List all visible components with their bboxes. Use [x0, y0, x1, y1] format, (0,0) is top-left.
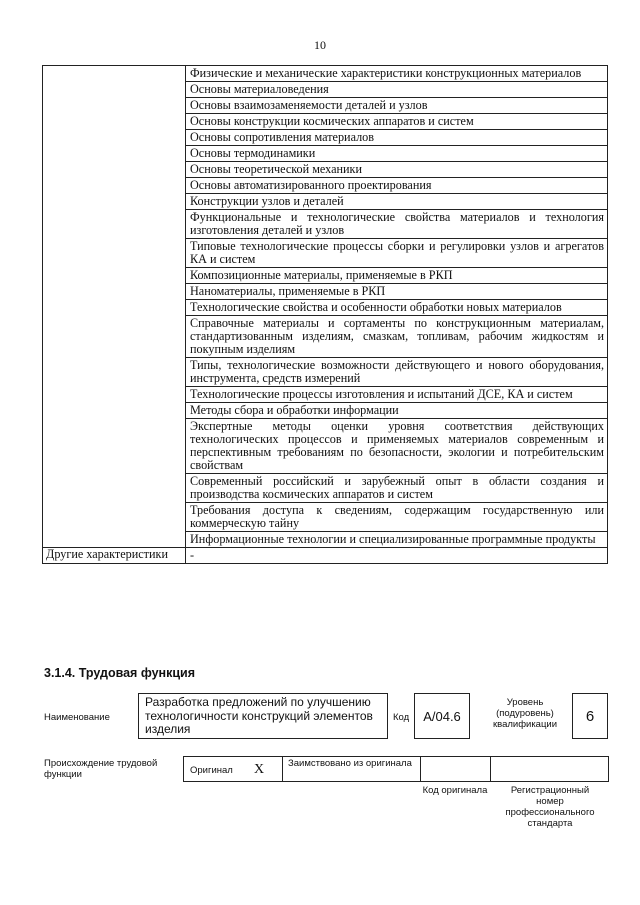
- origin-table: [183, 756, 609, 782]
- knowledge-item: Экспертные методы оценки уровня соответствия действующих технологических процессов и применяемых материалов современным и перспективным требованиям по безопасности, экологии и потребительским свойствам: [186, 419, 608, 474]
- origin-divider: [420, 757, 421, 781]
- code-label: Код: [393, 712, 410, 723]
- knowledge-item: Технологические свойства и особенности обработки новых материалов: [186, 300, 608, 316]
- category-cell: [43, 66, 186, 548]
- qualification-level-box: 6: [572, 693, 608, 739]
- registration-number-caption: Регистрационный номер профессионального стандарта: [505, 785, 595, 829]
- other-characteristics-row: [43, 548, 608, 564]
- knowledge-item: Основы материаловедения: [186, 82, 608, 98]
- knowledge-item: Композиционные материалы, применяемые в РКП: [186, 268, 608, 284]
- level-label: Уровень (подуровень) квалификации: [492, 697, 558, 730]
- knowledge-item: Требования доступа к сведениям, содержащим государственную или коммерческую тайну: [186, 503, 608, 532]
- section-title: 3.1.4. Трудовая функция: [44, 666, 196, 680]
- original-mark: X: [254, 762, 265, 777]
- knowledge-item: Основы термодинамики: [186, 146, 608, 162]
- required-knowledge-body: [43, 66, 608, 564]
- knowledge-item: Методы сбора и обработки информации: [186, 403, 608, 419]
- knowledge-item: Физические и механические характеристики конструкционных материалов: [186, 66, 608, 82]
- borrowed-label: Заимствовано из оригинала: [288, 758, 412, 769]
- knowledge-item: Основы автоматизированного проектирования: [186, 178, 608, 194]
- knowledge-item: Типовые технологические процессы сборки и регулировки узлов и агрегатов КА и систем: [186, 239, 608, 268]
- knowledge-item: Наноматериалы, применяемые в РКП: [186, 284, 608, 300]
- knowledge-item: Основы конструкции космических аппаратов и систем: [186, 114, 608, 130]
- required-knowledge-table: [42, 65, 608, 564]
- original-label: Оригинал: [190, 765, 233, 776]
- page-number: 10: [314, 38, 326, 52]
- knowledge-item: Основы теоретической механики: [186, 162, 608, 178]
- knowledge-item: Современный российский и зарубежный опыт в области создания и производства космических аппаратов и систем: [186, 474, 608, 503]
- knowledge-item: Основы сопротивления материалов: [186, 130, 608, 146]
- knowledge-item: Справочные материалы и сортаменты по конструкционным материалам, стандартизованным изделиям, смазкам, топливам, рабочим жидкостям и покупным изделиям: [186, 316, 608, 358]
- origin-label: Происхождение трудовой функции: [44, 758, 158, 780]
- knowledge-item: Информационные технологии и специализированные программные продукты: [186, 532, 608, 548]
- knowledge-item: Конструкции узлов и деталей: [186, 194, 608, 210]
- knowledge-item: Функциональные и технологические свойства материалов и технология изготовления деталей и узлов: [186, 210, 608, 239]
- knowledge-item: Типы, технологические возможности действующего и нового оборудования, инструмента, средств измерений: [186, 358, 608, 387]
- code-original-caption: Код оригинала: [422, 785, 488, 796]
- name-label: Наименование: [44, 712, 110, 723]
- knowledge-row: [43, 66, 608, 82]
- knowledge-item: Технологические процессы изготовления и испытаний ДСЕ, КА и систем: [186, 387, 608, 403]
- origin-divider: [490, 757, 491, 781]
- origin-divider: [282, 757, 283, 781]
- function-name-box: Разработка предложений по улучшению технологичности конструкций элементов изделия: [138, 693, 388, 739]
- function-code-box: A/04.6: [414, 693, 470, 739]
- other-characteristics-label: Другие характеристики: [43, 548, 186, 564]
- knowledge-item: Основы взаимозаменяемости деталей и узлов: [186, 98, 608, 114]
- other-characteristics-value: -: [186, 548, 608, 564]
